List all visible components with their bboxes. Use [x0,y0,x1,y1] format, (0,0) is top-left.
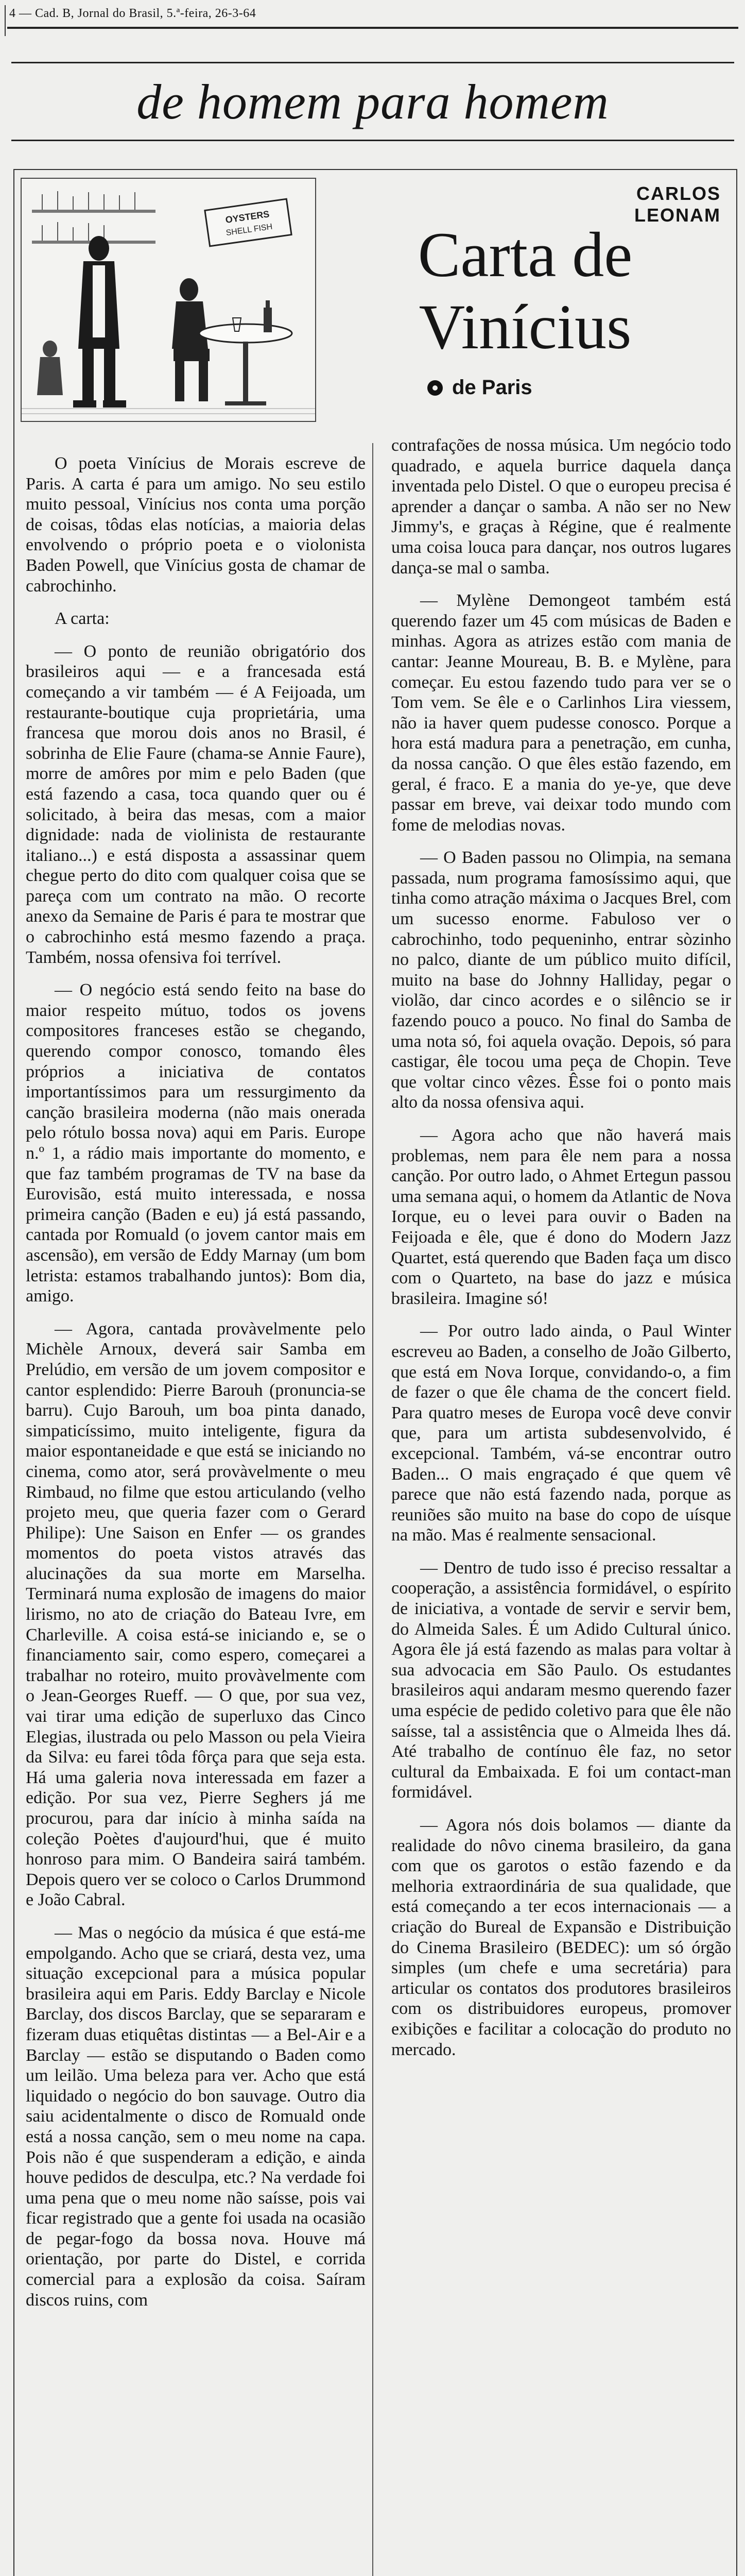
paragraph: — Por outro lado ainda, o Paul Winter escreveu ao Baden, a conselho de João Gilberto, que está em Nova Iorque, convidando-o, a fim de fazer o que êle chama de the concert field. Para quatro meses de Europa você deve convir que, para um artista subdesenvolvido, é excepcional. Também, vá-se encontrar outro Baden... O mais engraçado é que quem vê parece que não está fazendo nada, porque as reuniões são muito na base do copo de uísque na mão. Mas é realmente sensacional. [391,1321,731,1545]
sign-text-2: SHELL FISH [225,222,273,238]
article-column-right [391,435,731,2072]
sign-text-1: OYSTERS [224,209,270,225]
headline-line-1: Carta de [418,219,633,290]
section-title: de homem para homem [136,74,609,129]
paragraph: — Agora, cantada provàvelmente pelo Michèle Arnoux, deverá sair Samba em Prelúdio, em versão de um jovem compositor e cantor esplendido: Pierre Barouh (pronuncia-se barru). Cujo Barouh, um boa pinta danado, simpaticíssimo, muito inteligente, figura da maior espontaneidade e que está se iniciando no cinema, como ator, será provàvelmente o meu Rimbaud, no filme que estou articulando (velho projeto meu, que queria fazer com o Gerard Philipe): Une Saison en Enfer — os grandes momentos do poeta vistos através das alucinações da sua morte em Marselha. Terminará numa explosão de imagens do maior lirismo, no ato de criação do Bateau Ivre, em Charleville. A coisa está-se iniciando e, se o financiamento sair, como espero, começarei a trabalhar no roteiro, muito provàvelmente com o Jean-Georges Rueff. — O que, por sua vez, vai tirar uma edição de superluxo das Cinco Elegias, ilustrada ou pelo Masson ou pela Vieira da Silva: eu farei tôda fôrça para que seja esta. Há uma galeria nova interessada em fazer a edição. Por sua vez, Pierre Seghers já me procurou, para dar início à minha saída na coleção Poètes d'aujourd'hui, que é muito honroso para mim. O Bandeira sairá também. Depois quero ver se coloco o Carlos Drummond e João Cabral. [26,1319,366,1910]
paragraph: — O Baden passou no Olimpia, na semana passada, num programa famosíssimo aqui, que tinha como atração máxima o Jacques Brel, com um sucesso enorme. Fabuloso ver o cabrochinho, todo pequeninho, entrar sòzinho no palco, diante de um público muito difícil, muito na base do Johnny Halliday, pegar o violão, dar cinco acordes e o silêncio se ir fazendo pouco a pouco. No final do Samba de uma nota só, foi aquela ovação. Depois, só para castigar, êle tocou uma peça de Chopin. Teve que voltar cinco vêzes. Êsse foi o ponto mais alto da nossa ofensiva aqui. [391,848,731,1112]
byline: CARLOS LEONAM [634,183,721,226]
dateline-text: de Paris [452,376,532,399]
headline-line-2: Vinícius [419,292,632,362]
paragraph: — O ponto de reunião obrigatório dos brasileiros aqui — e a francesada está começando a vir também — é A Feijoada, um restaurante-boutique cuja proprietária, uma francesa que morou dois anos no Brasil, é sobrinha de Elie Faure (chama-se Annie Faure), morre de amôres por mim e pelo Baden (que está fazendo a casa, toca quando quer ou é solicitado, à beira das mesas, com a maior dignidade: nada de violinista de restaurante italiano...) e está disposta a assassinar quem chegue perto do dito com qualquer coisa que se pareça com um contrato na mão. O recorte anexo da Semaine de Paris é para te mostrar que o cabrochinho está mesmo fazendo a praça. Também, nossa ofensiva foi terrível. [26,641,366,967]
headline [360,219,690,363]
paragraph: — Dentro de tudo isso é preciso ressaltar a cooperação, a assistência formidável, o espírito de iniciativa, a vontade de servir e servir bem, do Almeida Sales. É um Adido Cultural único. Agora êle já está fazendo as malas para voltar à sua advocacia em São Paulo. Os estudantes brasileiros aqui andaram mesmo querendo fazer uma espécie de pedido coletivo para que êle não saísse, tal a assistência que o Almeida lhes dá. Até trabalho de contínuo êle faz, no setor cultural da Embaixada. E foi um contact-man formidável. [391,1558,731,1802]
cartoon-illustration [21,178,316,422]
dateline [427,376,644,399]
article-column-left [26,453,366,2323]
section-banner [11,62,734,141]
column-divider [372,443,373,2576]
paragraph: A carta: [55,609,110,629]
paragraph: — Mas o negócio da música é que está-me empolgando. Acho que se criará, desta vez, uma situação excepcional para a música popular brasileira aqui em Paris. Eddy Barclay e Nicole Barclay, dos discos Barclay, que se separaram e fizeram duas etiquêtas distintas — a Bel-Air e a Barclay — estão se disputando o Baden como um leilão. Uma beleza para ver. Acho que está liquidado o negócio do bon sauvage. Outro dia saiu acidentalmente o disco de Romuald onde está a nossa canção, sem o meu nome na capa. Pois não é que suspenderam a edição, e ainda houve pedidos de desculpa, etc.? Na verdade foi uma pena que o meu nome não saísse, pois vai ficar registrado que a gente foi usada na ocasião de pegar-fogo da bossa nova. Houve má orientação, por parte do Distel, e corrida comercial para a explosão da coisa. Saíram discos ruins, com [26,1923,366,2310]
cafe-scene-drawing [22,179,315,421]
paragraph: O poeta Vinícius de Morais escreve de Paris. A carta é para um amigo. No seu estilo muito pessoal, Vinícius nos conta uma porção de coisas, tôdas elas notícias, a maioria delas envolvendo o próprio poeta e o violonista Baden Powell, que Vinícius gosta de chamar de cabrochinho. [26,454,366,596]
bullet-icon [427,380,443,396]
margin-mark [1,0,9,2576]
paragraph: — Mylène Demongeot também está querendo fazer um 45 com músicas de Baden e minhas. Agora as atrizes estão com mania de cantar: Jeanne Moureau, B. B. e Mylène, para começar. Eu estou fazendo tudo para ver se o Tom vem. Se êle e o Carlinhos Lira viessem, não ia haver quem pudesse conosco. Porque a hora está madura para a penetração, em cunha, da nossa canção. O que êles estão fazendo, em geral, é fraco. E a mania do ye-ye, que deve passar em breve, vai deixar todo mundo com fome de melodias novas. [391,591,731,835]
paragraph: contrafações de nossa música. Um negócio todo quadrado, e aquela burrice daquela dança inventada pelo Distel. O que o europeu precisa é aprender a dançar o samba. A não ser no New Jimmy's, e graças à Régine, que é realmente uma coisa louca para dançar, nos outros lugares dança-se mal o samba. [391,436,731,578]
page-header: 4 — Cad. B, Jornal do Brasil, 5.ª-feira, 26-3-64 [9,7,256,20]
paragraph: — O negócio está sendo feito na base do maior respeito mútuo, todos os jovens compositores franceses estão se chegando, querendo compor conosco, tomando êles próprios a iniciativa de contatos importantíssimos para um ressurgimento da canção brasileira moderna (não mais onerada pelo rótulo bossa nova) aqui em Paris. Europe n.º 1, a rádio mais importante do momento, e que faz também programas de TV na base da Eurovisão, está muito interessada, e nossa primeira canção (Baden e eu) já está passando, cantada por Romuald (o jovem cantor mais em ascensão), em versão de Eddy Marnay (um bom letrista: estamos trabalhando juntos): Bom dia, amigo. [26,980,366,1306]
paragraph: — Agora acho que não haverá mais problemas, nem para êle nem para a nossa canção. Por outro lado, o Ahmet Ertegun passou uma semana aqui, o homem da Atlantic de Nova Iorque, eu o levei para ouvir o Baden na Feijoada e êle, que é dono do Modern Jazz Quartet, está querendo que Baden faça um disco com o Quarteto, na base do jazz e música brasileira. Imagine só! [391,1126,731,1308]
paragraph: — Agora nós dois bolamos — diante da realidade do nôvo cinema brasileiro, da gana com que os garotos o estão fazendo e da melhoria extraordinária de sua qualidade, que está começando a ter ecos internacionais — a criação do Bureal de Expansão e Distribuição do Cinema Brasileiro (BEDEC): um só órgão simples (um chefe e uma secretária) para articular os contatos dos produtores brasileiros com os distribuidores europeus, promover exibições e facilitar a colocação do produto no mercado. [391,1816,731,2059]
top-rule [7,27,738,29]
